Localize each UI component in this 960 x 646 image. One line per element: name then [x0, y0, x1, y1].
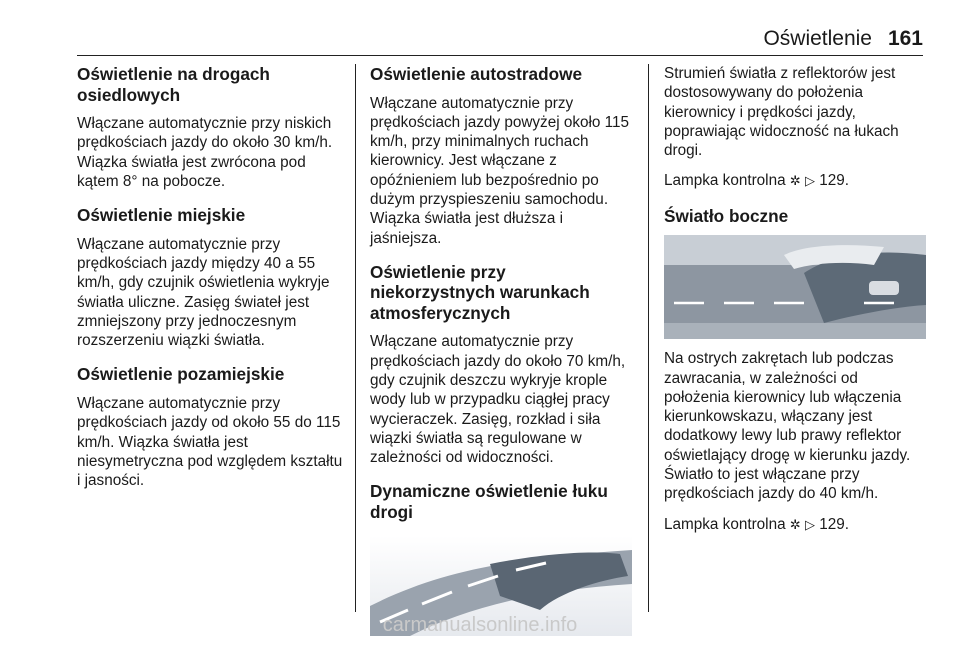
- cornering-light-illustration: [664, 235, 926, 339]
- headlight-icon: ✲: [789, 517, 801, 533]
- section-heading: Oświetlenie autostradowe: [370, 64, 583, 84]
- section-heading: Światło boczne: [664, 205, 789, 226]
- section-heading: Dynamiczne oświetlenie łuku drogi: [370, 481, 608, 522]
- section-heading: Oświetlenie pozamiejskie: [77, 364, 285, 385]
- column-3: [664, 64, 926, 546]
- section-text: Na ostrych zakrętach lub podczas zawracania, w zależności od położenia kierownicy lub włączenia kierunkowskazu, włączany jest dodatkowy lewy lub prawy reflektor oświetlający drogę w kierunku jazdy. Światło to jest włączane przy prędkościach jazdy do 40 km/h.: [664, 350, 911, 503]
- lamp-label: Lampka kontrolna: [664, 515, 786, 533]
- watermark: carmanualsonline.info: [382, 614, 578, 636]
- section-text: Strumień światła z reflektorów jest dostosowywany do położenia kierownicy i prędkości jazdy, poprawiając widoczność na łukach drogi.: [664, 65, 899, 160]
- section-heading: Oświetlenie na drogach osiedlowych: [77, 64, 270, 105]
- section-heading: Oświetlenie przy niekorzystnych warunkach atmosferycznych: [370, 261, 590, 323]
- column-divider: [648, 64, 649, 612]
- warning-lamp-line: [664, 515, 926, 535]
- page-header: [0, 22, 960, 52]
- reference-arrow-icon: ▷: [805, 174, 816, 190]
- column-2: [370, 64, 632, 646]
- lamp-label: Lampka kontrolna: [664, 172, 786, 190]
- column-1: [77, 64, 345, 501]
- section-text: Włączane automatycznie przy prędkościach jazdy między 40 a 55 km/h, gdy czujnik oświetlenia wykryje światła uliczne. Zasięg świateł jest zmniejszony przy jednoczesnym rozszerzeniu wiązki światła.: [77, 235, 330, 350]
- page-reference: 129.: [819, 515, 850, 533]
- column-divider: [355, 64, 356, 612]
- section-text: Włączane automatycznie przy prędkościach jazdy do około 70 km/h, gdy czujnik deszczu wykryje krople wody lub w przypadku ciągłej pracy wycieraczek. Zasięg, rozkład i siła wiązki światła są regulowane w zależności od widoczności.: [370, 333, 626, 467]
- section-text: Włączane automatycznie przy niskich prędkościach jazdy do około 30 km/h. Wiązka światła jest zwrócona pod kątem 8° na pobocze.: [77, 115, 333, 190]
- page-reference: 129.: [819, 172, 850, 190]
- page-number: 161: [887, 27, 923, 50]
- warning-lamp-line: [664, 171, 926, 191]
- page-title: Oświetlenie: [763, 27, 872, 50]
- section-heading: Oświetlenie miejskie: [77, 205, 246, 226]
- section-text: Włączane automatycznie przy prędkościach jazdy od około 55 do 115 km/h. Wiązka światła jest niesymetryczna pod względem kształtu i jasności.: [77, 394, 343, 490]
- header-rule: [77, 55, 923, 56]
- reference-arrow-icon: ▷: [805, 517, 816, 533]
- section-text: Włączane automatycznie przy prędkościach jazdy powyżej około 115 km/h, przy minimalnych ruchach kierownicy. Jest włączane z opóźnieniem lub bezpośrednio po dużym przyspieszeniu samochodu. Wiązka światła jest dłuższa i jaśniejsza.: [370, 94, 630, 247]
- headlight-icon: ✲: [789, 174, 801, 190]
